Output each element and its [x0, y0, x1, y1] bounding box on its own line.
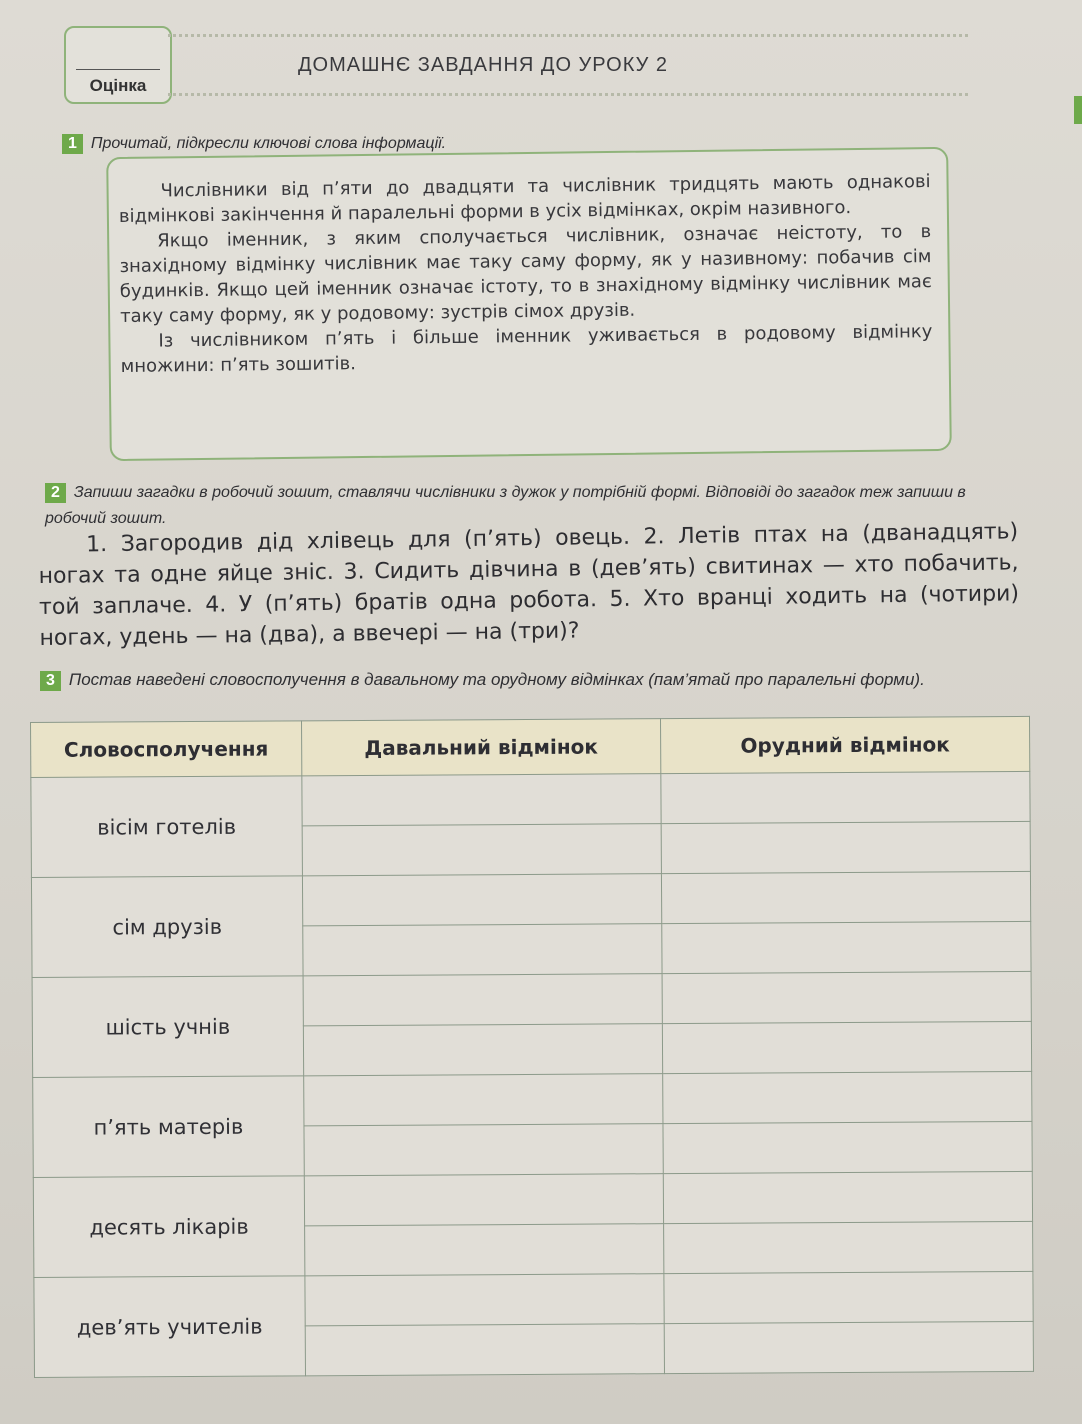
task-3-number: 3 [40, 671, 61, 691]
riddles-text [38, 516, 1020, 654]
instrumental-answer-cell[interactable] [663, 1171, 1032, 1223]
column-header: Словосполучення [31, 721, 302, 778]
instrumental-answer-cell[interactable] [662, 1021, 1031, 1073]
task-2-text: Запиши загадки в робочий зошит, ставлячи числівники з дужок у потрібній формі. Відповіді до загадок теж запиши в робочий зошит. [45, 484, 966, 527]
case-table [30, 716, 1034, 1378]
riddles-paragraph: 1. Загородив дід хлівець для (п’ять) овець. 2. Летів птах на (дванадцять) ногах та одне яйце зніс. 3. Сидить дівчина в (дев’ять) свитинах — хто побачить, той заплаче. 4. У (п’ять) братів одна робота. 5. Хто вранці ходить на (чотири) ногах, удень — на (два), а ввечері — на (три)? [38, 519, 1020, 651]
instrumental-answer-cell[interactable] [662, 921, 1031, 973]
dative-answer-cell[interactable] [303, 924, 662, 976]
task-3-instruction [40, 666, 1020, 694]
table-row [33, 1071, 1032, 1127]
instrumental-answer-cell[interactable] [664, 1221, 1033, 1273]
phrase-cell: сім друзів [31, 876, 303, 978]
instrumental-answer-cell[interactable] [662, 971, 1031, 1023]
instrumental-answer-cell[interactable] [661, 871, 1030, 923]
table-row [31, 771, 1030, 827]
table-row [31, 871, 1030, 927]
table-row [32, 971, 1031, 1027]
instrumental-answer-cell[interactable] [664, 1321, 1033, 1373]
rule-paragraph-2: Якщо іменник, з яким сполучається числівник, означає неістоту, то в знахідному відмінку числівник має таку саму форму, як у називному: побачив сім будинків. Якщо цей іменник означає істоту, то в знахідному відмінку числівник має таку саму форму, як у родовому: зустрів сімох друзів. [119, 221, 932, 327]
rule-paragraph-1: Числівники від п’яти до двадцяти та числівник тридцять мають однакові відмінкові закінчення й паралельні форми в усіх відмінках, окрім називного. [118, 171, 931, 228]
grade-box [64, 26, 172, 104]
dative-answer-cell[interactable] [304, 1174, 663, 1226]
phrase-cell: п’ять матерів [33, 1076, 305, 1178]
dative-answer-cell[interactable] [304, 1124, 663, 1176]
phrase-cell: шість учнів [32, 976, 304, 1078]
phrase-cell: вісім готелів [31, 776, 303, 878]
rule-paragraph-3: Із числівником п’ять і більше іменник уживається в родовому відмінку множини: п’ять зошитів. [120, 321, 933, 377]
column-header: Давальний відмінок [301, 719, 660, 776]
phrase-cell: десять лікарів [33, 1176, 305, 1278]
table-row [33, 1171, 1032, 1227]
rule-box [106, 147, 952, 461]
dative-answer-cell[interactable] [302, 824, 661, 876]
table-row [34, 1271, 1033, 1327]
grade-line [76, 69, 160, 70]
table-header-row [31, 716, 1030, 777]
instrumental-answer-cell[interactable] [664, 1271, 1033, 1323]
task-1-text: Прочитай, підкресли ключові слова інформації. [90, 135, 447, 152]
column-header: Орудний відмінок [660, 716, 1029, 773]
grade-label: Оцінка [89, 76, 147, 95]
homework-title: ДОМАШНЄ ЗАВДАННЯ ДО УРОКУ 2 [298, 54, 668, 76]
dative-answer-cell[interactable] [305, 1224, 664, 1276]
instrumental-answer-cell[interactable] [663, 1071, 1032, 1123]
instrumental-answer-cell[interactable] [661, 821, 1030, 873]
rule-text [118, 169, 932, 379]
dative-answer-cell[interactable] [304, 1074, 663, 1126]
dative-answer-cell[interactable] [302, 874, 661, 926]
dative-answer-cell[interactable] [305, 1324, 664, 1376]
task-1-instruction [62, 134, 446, 154]
task-1-number: 1 [62, 134, 83, 154]
side-tab-marker [1074, 96, 1082, 124]
dative-answer-cell[interactable] [305, 1274, 664, 1326]
instrumental-answer-cell[interactable] [661, 771, 1030, 823]
instrumental-answer-cell[interactable] [663, 1121, 1032, 1173]
phrase-cell: дев’ять учителів [34, 1276, 306, 1378]
dative-answer-cell[interactable] [302, 774, 661, 826]
dative-answer-cell[interactable] [303, 1024, 662, 1076]
dative-answer-cell[interactable] [303, 974, 662, 1026]
task-2-number: 2 [45, 483, 66, 503]
task-3-text: Постав наведені словосполучення в давальному та орудному відмінках (пам’ятай про паралельні форми). [68, 670, 925, 689]
